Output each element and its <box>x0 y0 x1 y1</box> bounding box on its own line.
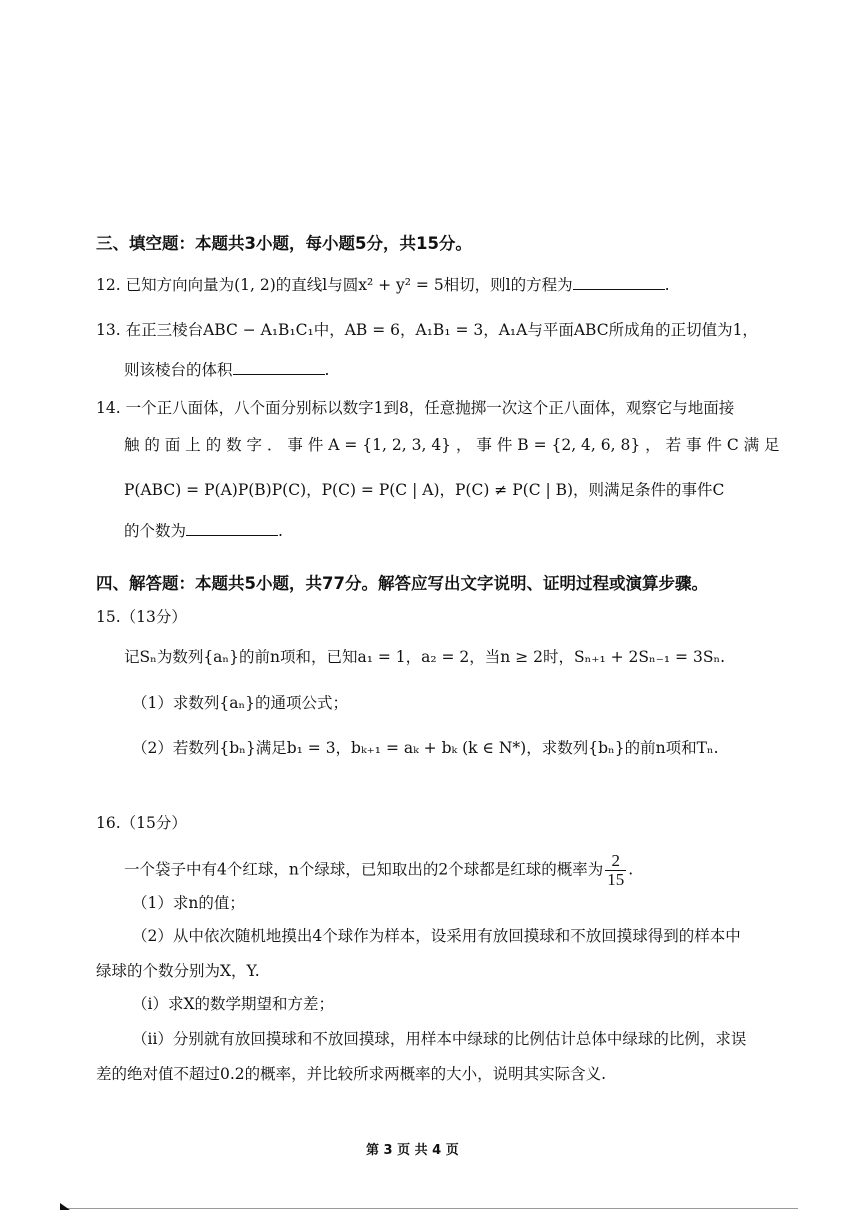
question-16-part-2-line-1: （2）从中依次随机地摸出4个球作为样本，设采用有放回摸球和不放回摸球得到的样本中 <box>132 927 741 945</box>
question-16-part-1: （1）求n的值； <box>132 894 245 912</box>
question-16-sub-ii-line-1: （ii）分别就有放回摸球和不放回摸球，用样本中绿球的比例估计总体中绿球的比例，求误 <box>132 1030 747 1048</box>
question-15-part-2: （2）若数列{bₙ}满足b₁ = 3，bₖ₊₁ = aₖ + bₖ (k ∈ N*)，求数列{bₙ}的前n项和Tₙ. <box>132 739 719 757</box>
page-bottom-rule <box>62 1208 798 1209</box>
question-14-tail: . <box>278 522 283 540</box>
question-16-part-2-line-2: 绿球的个数分别为X，Y. <box>96 962 260 980</box>
question-14-line-3: P(ABC) = P(A)P(B)P(C)，P(C) = P(C | A)，P(C) ≠ P(C | B)，则满足条件的事件C <box>124 481 725 499</box>
fraction-denominator: 15 <box>607 870 625 889</box>
question-16-sub-ii-line-2: 差的绝对值不超过0.2的概率，并比较所求两概率的大小，说明其实际含义. <box>96 1065 607 1083</box>
question-16-sub-i: （i）求X的数学期望和方差； <box>132 995 334 1013</box>
question-16-stem <box>124 852 633 889</box>
question-16-stem-tail: . <box>628 860 634 879</box>
question-16-label: 16.（15分） <box>96 814 187 832</box>
question-15-label: 15.（13分） <box>96 608 187 626</box>
question-15-part-1: （1）求数列{aₙ}的通项公式； <box>132 694 349 712</box>
question-13-tail: . <box>324 361 330 379</box>
fraction-numerator: 2 <box>611 851 620 870</box>
section-3-heading: 三、填空题：本题共3小题，每小题5分，共15分。 <box>96 234 472 253</box>
question-13-line-1: 13. 在正三棱台ABC − A₁B₁C₁中，AB = 6，A₁B₁ = 3，A₁A与平面ABC所成角的正切值为1， <box>96 321 758 339</box>
answer-blank-12 <box>573 275 665 290</box>
question-12 <box>96 274 670 296</box>
question-14-line-1: 14. 一个正八面体，八个面分别标以数字1到8，任意抛掷一次这个正八面体，观察它与地面接 <box>96 399 735 417</box>
question-12-tail: . <box>664 276 670 294</box>
answer-blank-13 <box>233 360 325 375</box>
section-4-heading: 四、解答题：本题共5小题，共77分。解答应写出文字说明、证明过程或演算步骤。 <box>96 574 708 593</box>
question-15-stem: 记Sₙ为数列{aₙ}的前n项和，已知a₁ = 1，a₂ = 2，当n ≥ 2时，Sₙ₊₁ + 2Sₙ₋₁ = 3Sₙ. <box>124 648 726 666</box>
question-13-text: 则该棱台的体积 <box>124 361 233 379</box>
page-number: 第 3 页 共 4 页 <box>366 1143 459 1158</box>
question-13-line-2 <box>124 359 329 381</box>
question-14-line-2: 触 的 面 上 的 数 字 ． 事 件 A = {1, 2, 3, 4} ， 事 件 B = {2, 4, 6, 8} ， 若 事 件 C 满 足 <box>124 436 780 454</box>
probability-fraction <box>605 852 626 889</box>
question-12-text: 12. 已知方向向量为(1, 2)的直线l与圆x² + y² = 5相切，则l的方程为 <box>96 276 573 294</box>
answer-blank-14 <box>186 521 278 536</box>
question-16-stem-text: 一个袋子中有4个红球，n个绿球，已知取出的2个球都是红球的概率为 <box>124 860 604 879</box>
question-14-line-4 <box>124 520 283 542</box>
question-14-text: 的个数为 <box>124 522 187 540</box>
